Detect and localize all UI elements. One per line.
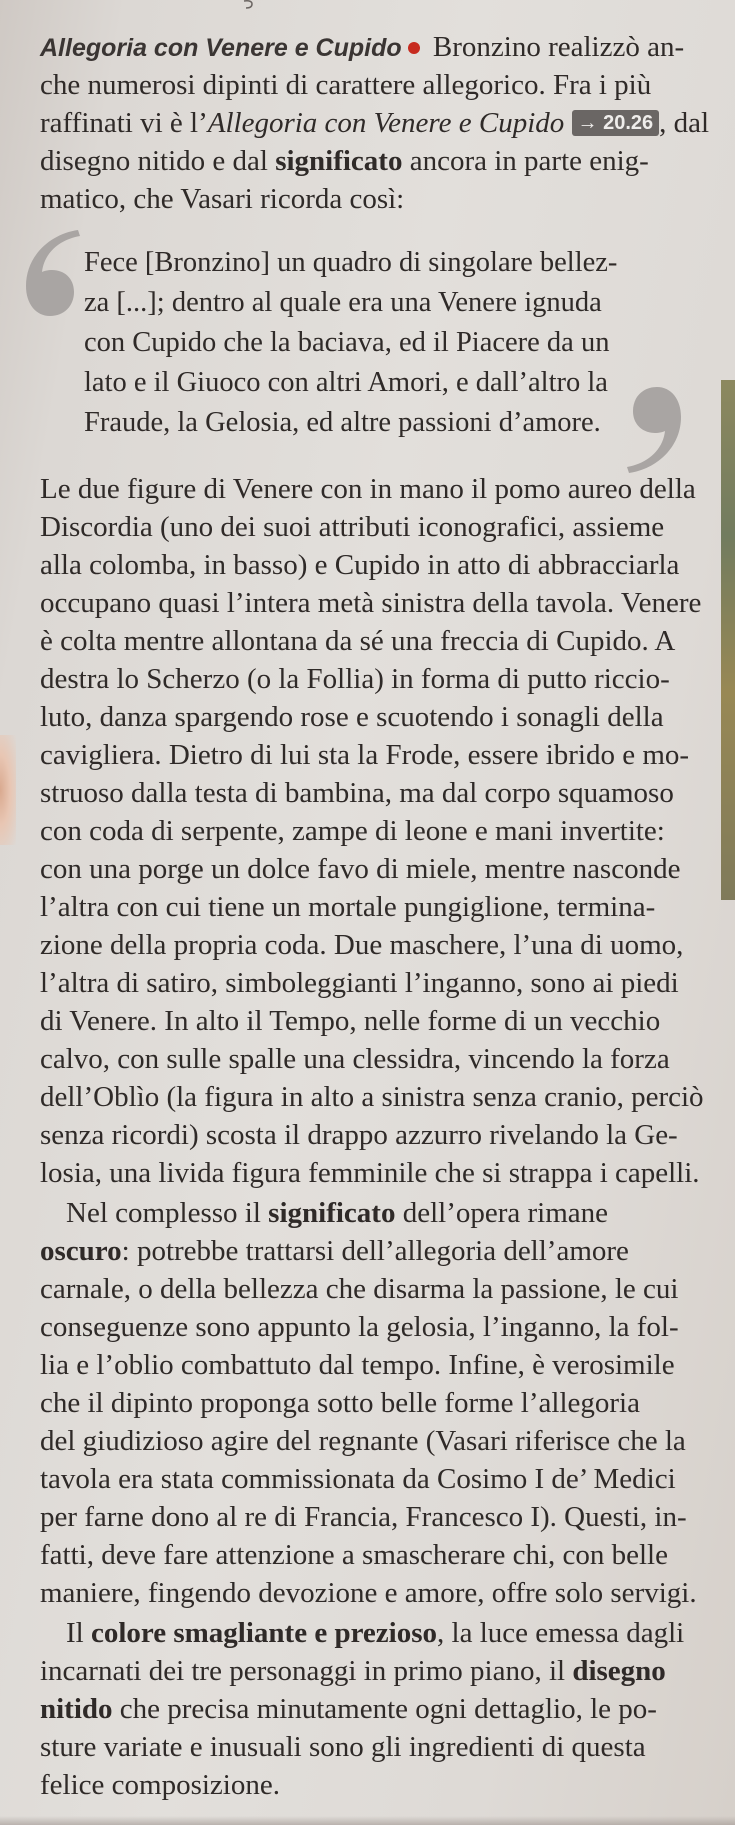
- paragraph-line: maniere, fingendo devozione e amore, offre solo servigi.: [40, 1577, 697, 1609]
- paragraph-line: Nel complesso il significato dell’opera rimane: [66, 1197, 609, 1229]
- paragraph-line: che il dipinto proponga sotto belle forme l’allegoria: [40, 1387, 640, 1419]
- quote-line: lato e il Giuoco con altri Amori, e dall’altro la: [84, 367, 608, 398]
- paragraph-line: dell’Oblìo (la figura in alto a sinistra senza cranio, perciò: [40, 1081, 704, 1113]
- paragraph-line: sture variate e inusuali sono gli ingredienti di questa: [40, 1731, 646, 1763]
- page-bottom-shadow: [0, 1816, 735, 1825]
- title-bullet-dot: [408, 42, 420, 54]
- paragraph-line: di Venere. In alto il Tempo, nelle forme di un vecchio: [40, 1005, 661, 1037]
- quote-line: con Cupido che la baciava, ed il Piacere da un: [84, 327, 610, 358]
- paragraph-line: con una porge un dolce favo di miele, mentre nasconde: [40, 853, 681, 885]
- paragraph-line: l’altra di satiro, simboleggianti l’inganno, sono ai piedi: [40, 967, 679, 999]
- paragraph-line: tavola era stata commissionata da Cosimo I de’ Medici: [40, 1463, 676, 1495]
- section-title-line: [40, 28, 684, 67]
- quote-line: Fece [Bronzino] un quadro di singolare bellez-: [84, 247, 618, 278]
- quote-line: za [...]; dentro al quale era una Venere ignuda: [84, 287, 602, 318]
- intro-line: disegno nitido e dal significato ancora in parte enig-: [40, 145, 649, 177]
- paragraph-line: Il colore smagliante e prezioso, la luce emessa dagli: [66, 1617, 685, 1649]
- paragraph-line: con coda di serpente, zampe di leone e mani invertite:: [40, 815, 665, 847]
- paragraph-line: Discordia (uno dei suoi attributi iconografici, assieme: [40, 511, 665, 543]
- paragraph-line: nitido che precisa minutamente ogni dettaglio, le po-: [40, 1693, 657, 1725]
- photo-edge-painting: [721, 380, 735, 900]
- paragraph-line: calvo, con sulle spalle una clessidra, vincendo la forza: [40, 1043, 670, 1075]
- paragraph-line: struoso dalla testa di bambina, ma dal corpo squamoso: [40, 777, 674, 809]
- figure-reference-link[interactable]: → 20.26: [572, 110, 660, 136]
- keyword-significato: significato: [275, 145, 403, 177]
- intro-line: matico, che Vasari ricorda così:: [40, 183, 405, 215]
- paragraph-line: carnale, o della bellezza che disarma la passione, le cui: [40, 1273, 679, 1305]
- keyword-oscuro: oscuro: [40, 1235, 122, 1267]
- paragraph-line: felice composizione.: [40, 1769, 280, 1801]
- paragraph-line: cavigliera. Dietro di lui sta la Frode, essere ibrido e mo-: [40, 739, 690, 771]
- paragraph-line: conseguenze sono appunto la gelosia, l’inganno, la fol-: [40, 1311, 679, 1343]
- paragraph-line: destra lo Scherzo (o la Follia) in forma di putto riccio-: [40, 663, 670, 695]
- paragraph-line: oscuro: potrebbe trattarsi dell’allegoria dell’amore: [40, 1235, 629, 1267]
- keyword-nitido: nitido: [40, 1693, 113, 1725]
- paragraph-line: l’altra con cui tiene un mortale pungiglione, termina-: [40, 891, 656, 923]
- paragraph-line: lia e l’oblio combattuto dal tempo. Infine, è verosimile: [40, 1349, 675, 1381]
- close-quote-icon: [625, 385, 687, 477]
- keyword-colore: colore smagliante e prezioso: [90, 1617, 438, 1649]
- paragraph-line: alla colomba, in basso) e Cupido in atto di abbracciarla: [40, 549, 680, 581]
- paragraph-line: Le due figure di Venere con in mano il pomo aureo della: [40, 473, 696, 505]
- paragraph-line: è colta mentre allontana da sé una freccia di Cupido. A: [40, 625, 676, 657]
- paragraph-line: per farne dono al re di Francia, Francesco I). Questi, in-: [40, 1501, 687, 1533]
- keyword-significato: significato: [268, 1197, 396, 1229]
- paragraph-line: occupano quasi l’intera metà sinistra della tavola. Venere: [40, 587, 702, 619]
- intro-line: raffinati vi è l’Allegoria con Venere e Cupido → 20.26 , dal: [40, 107, 710, 139]
- paragraph-line: zione della propria coda. Due maschere, l’una di uomo,: [40, 929, 684, 961]
- quote-line: Fraude, la Gelosia, ed altre passioni d’amore.: [84, 407, 601, 438]
- paragraph-line: del giudizioso agire del regnante (Vasari riferisce che la: [40, 1425, 686, 1457]
- photo-edge-finger: [0, 735, 16, 845]
- section-title: Allegoria con Venere e Cupido: [40, 34, 402, 62]
- paragraph-line: fatti, deve fare attenzione a smascherare chi, con belle: [40, 1539, 668, 1571]
- intro-text: Bronzino realizzò an-: [425, 31, 685, 63]
- text-page: [40, 0, 715, 1825]
- artwork-title: Allegoria con Venere e Cupido: [207, 107, 565, 139]
- paragraph-line: losia, una livida figura femminile che si strappa i capelli.: [40, 1157, 700, 1189]
- paragraph-line: senza ricordi) scosta il drappo azzurro rivelando la Ge-: [40, 1119, 678, 1151]
- paragraph-line: luto, danza spargendo rose e scuotendo i sonagli della: [40, 701, 664, 733]
- keyword-disegno: disegno: [572, 1655, 666, 1687]
- paragraph-line: incarnati dei tre personaggi in primo piano, il disegno: [40, 1655, 666, 1687]
- intro-line: che numerosi dipinti di carattere allegorico. Fra i più: [40, 69, 652, 101]
